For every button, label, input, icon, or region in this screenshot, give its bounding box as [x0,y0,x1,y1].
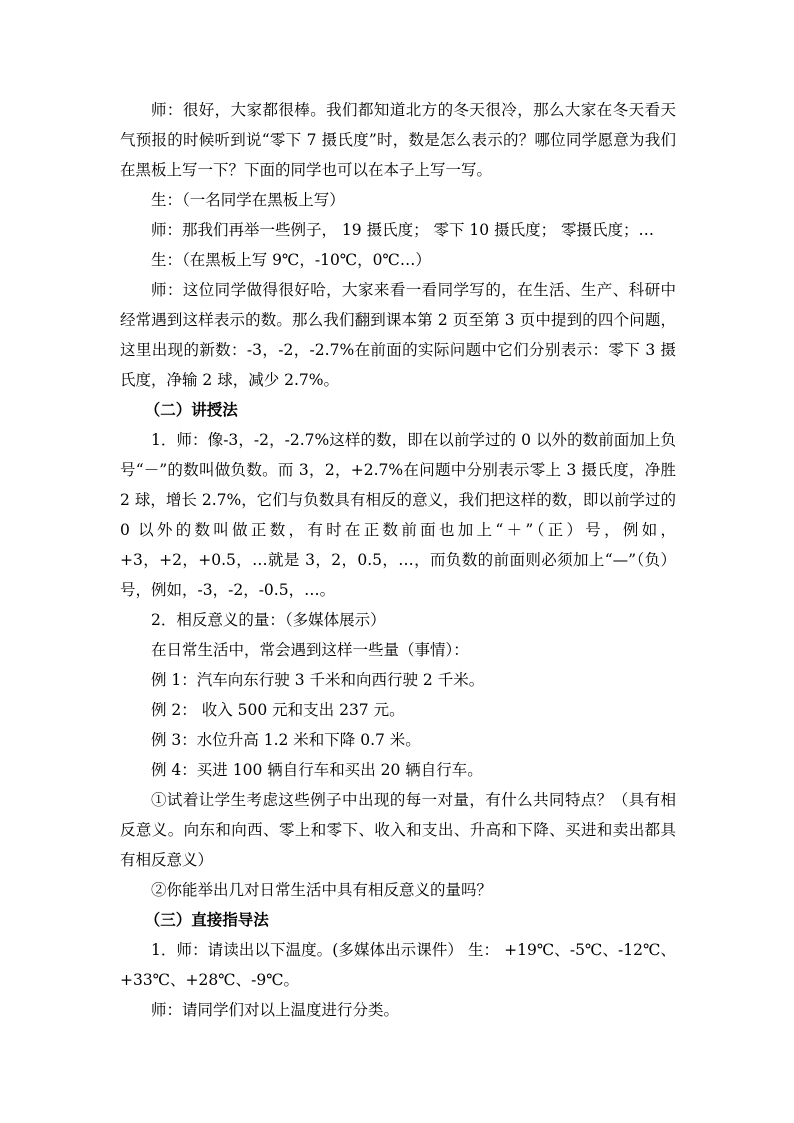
section-heading-lecture: （二）讲授法 [144,400,238,419]
paragraph-more-examples: ②你能举出几对日常生活中具有相反意义的量吗？ [151,881,493,899]
paragraph-negative-positive-definition: 1．师：像-3，-2，-2.7%这样的数，即在以前学过的 0 以外的数前面加上负号“－”的数叫做负数。而 3，2，+2.7%在问题中分别表示零上 3 摄氏度，净胜 2 球，增长 2.7%，它们与负数具有相反的意义，我们把这样的数，即以前学过的 0 以外的数叫做正数，有时在正数前面也加上“＋”（正）号，例如，+3，+2，+0.5，…就是 3，2，0.5，…，而负数的前面则必须加上“—”（负）号，例如，-3，-2，-0.5，…。 [120,431,676,599]
paragraph-daily-life: 在日常生活中，常会遇到这样一些量（事情）： [151,641,469,659]
document-page [120,95,676,1025]
paragraph-common-features: ①试着让学生考虑这些例子中出现的每一对量，有什么共同特点？（具有相反意义。向东和向西、零上和零下、收入和支出、升高和下降、买进和卖出都具有相反意义） [120,791,676,869]
paragraph-student-writes: 生：（一名同学在黑板上写） [151,191,345,209]
paragraph-read-temperatures: 1．师：请读出以下温度。(多媒体出示课件） 生： +19℃、-5℃、-12℃、+33℃、+28℃、-9℃。 [120,941,676,989]
paragraph-example-3: 例 3：水位升高 1.2 米和下降 0.7 米。 [151,731,421,749]
paragraph-teacher-intro: 师：很好，大家都很棒。我们都知道北方的冬天很冷，那么大家在冬天看天气预报的时候听到说“零下 7 摄氏度”时，数是怎么表示的？哪位同学愿意为我们在黑板上写一下？下面的同学也可以在本子上写一写。 [120,101,676,179]
paragraph-opposite-quantities: 2．相反意义的量：（多媒体展示） [151,611,386,629]
paragraph-classify-temperatures: 师：请同学们对以上温度进行分类。 [151,1001,400,1019]
paragraph-example-4: 例 4：买进 100 辆自行车和买出 20 辆自行车。 [151,761,483,779]
paragraph-student-board: 生：（在黑板上写 9℃，-10℃，0℃…） [151,251,431,269]
section-heading-direct-guidance: （三）直接指导法 [144,910,269,929]
paragraph-example-2: 例 2： 收入 500 元和支出 237 元。 [151,701,405,719]
paragraph-teacher-examples: 师：那我们再举一些例子， 19 摄氏度； 零下 10 摄氏度； 零摄氏度；… [151,221,655,239]
paragraph-teacher-new-numbers: 师：这位同学做得很好哈，大家来看一看同学写的，在生活、生产、科研中经常遇到这样表示的数。那么我们翻到课本第 2 页至第 3 页中提到的四个问题，这里出现的新数：-3，-2，-2.7%在前面的实际问题中它们分别表示：零下 3 摄氏度，净输 2 球，减少 2.7%。 [120,281,676,389]
paragraph-example-1: 例 1：汽车向东行驶 3 千米和向西行驶 2 千米。 [151,671,485,689]
